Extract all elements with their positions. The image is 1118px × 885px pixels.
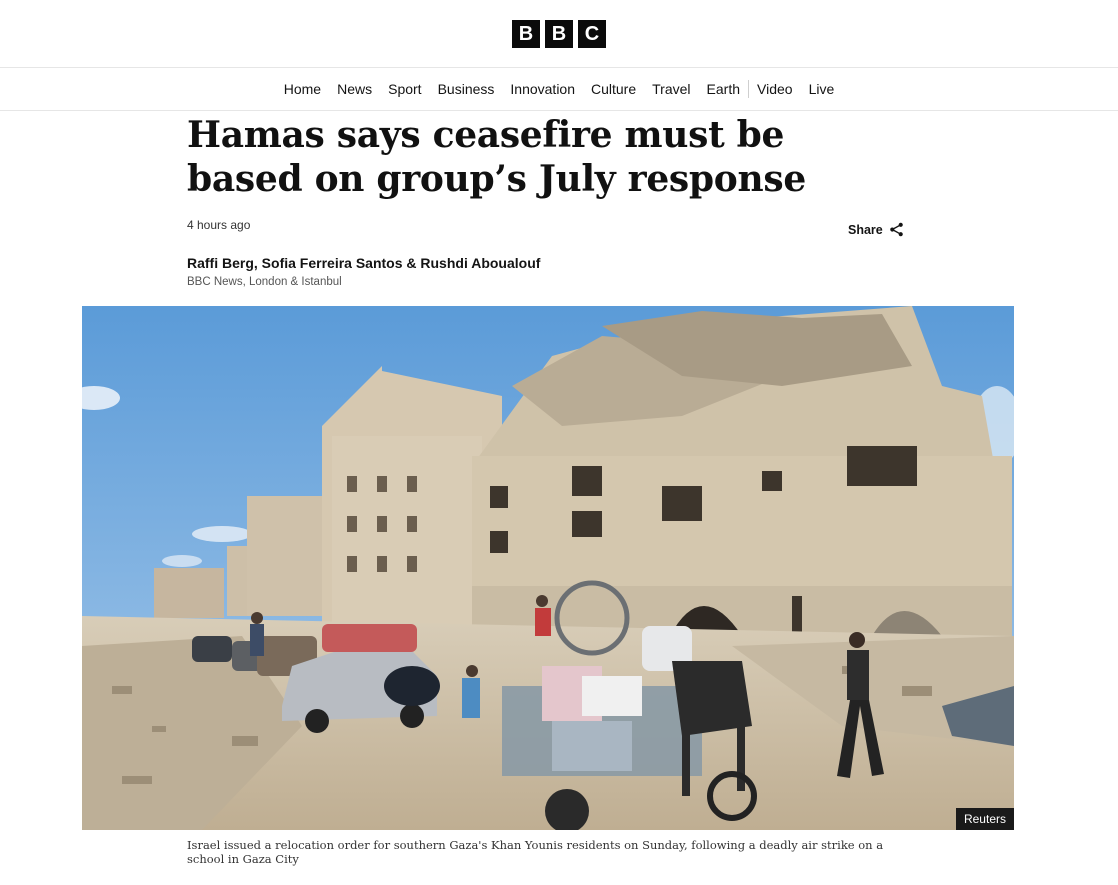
destroyed-buildings-photo (82, 306, 1014, 830)
bbc-logo[interactable] (512, 20, 606, 48)
nav-video[interactable]: Video (748, 80, 801, 98)
nav-travel[interactable]: Travel (652, 81, 691, 97)
share-button[interactable] (848, 222, 904, 237)
logo-letter-b2: B (545, 20, 573, 48)
article-authors: Raffi Berg, Sofia Ferreira Santos & Rushdi Aboualouf (187, 255, 541, 271)
image-caption: Israel issued a relocation order for southern Gaza's Khan Younis residents on Sunday, following a deadly air strike on a school in Gaza City (187, 838, 884, 866)
image-credit: Reuters (956, 808, 1014, 830)
share-label: Share (848, 222, 883, 237)
nav-home[interactable]: Home (283, 81, 322, 97)
author-affiliation: BBC News, London & Istanbul (187, 276, 342, 288)
article-timestamp: 4 hours ago (187, 218, 251, 232)
hero-image (82, 306, 1014, 830)
main-nav (0, 68, 1118, 111)
logo-letter-b1: B (512, 20, 540, 48)
logo-letter-c: C (578, 20, 606, 48)
share-icon (889, 222, 904, 237)
nav-live[interactable]: Live (808, 81, 835, 97)
nav-sport[interactable]: Sport (388, 81, 422, 97)
article-header (187, 113, 907, 201)
nav-innovation[interactable]: Innovation (510, 81, 575, 97)
nav-culture[interactable]: Culture (591, 81, 637, 97)
masthead (0, 0, 1118, 68)
nav-business[interactable]: Business (437, 81, 495, 97)
article-headline: Hamas says ceasefire must be based on group’s July response (187, 114, 806, 200)
nav-earth[interactable]: Earth (706, 81, 740, 97)
nav-news[interactable]: News (337, 81, 373, 97)
